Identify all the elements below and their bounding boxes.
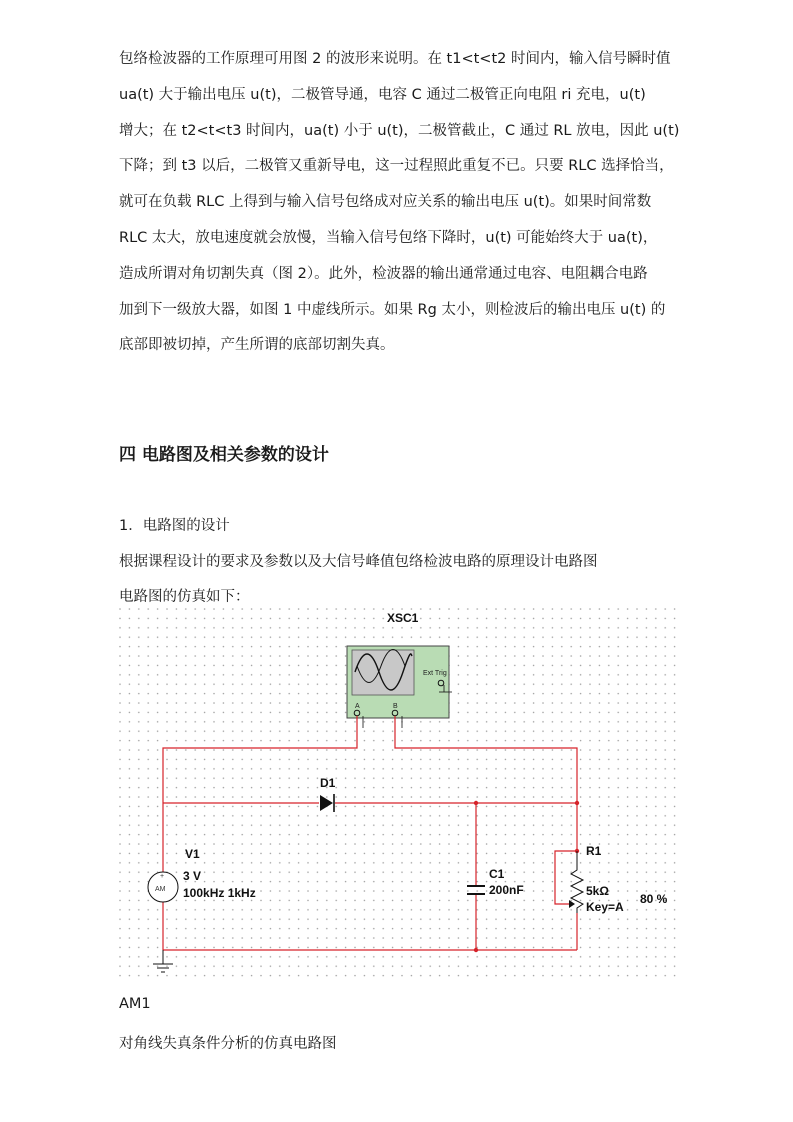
- junction-dot: [575, 801, 579, 805]
- design-text: 根据课程设计的要求及参数以及大信号峰值包络检波电路的原理设计电路图: [119, 554, 598, 570]
- intro-paragraph: [119, 42, 679, 364]
- intro-line: 造成所谓对角切割失真（图 2）。此外，检波器的输出通常通过电容、电阻耦合电路: [119, 265, 648, 282]
- source-label: V1: [185, 847, 200, 861]
- capacitor-value: 200nF: [489, 883, 524, 897]
- diode-label: D1: [320, 776, 336, 790]
- intro-line: 增大；在 t2<t<t3 时间内，ua(t) 小于 u(t)，二极管截止，C 通过 RL 放电，因此 u(t): [119, 122, 680, 139]
- bottom-caption: 对角线失真条件分析的仿真电路图: [119, 1036, 337, 1052]
- pot-label: R1: [586, 844, 602, 858]
- simulation-caption: 电路图的仿真如下：: [119, 589, 250, 605]
- oscilloscope-label: XSC1: [387, 611, 419, 625]
- intro-line: RLC 太大，放电速度就会放慢，当输入信号包络下降时，u(t) 可能始终大于 ua(t)，: [119, 229, 658, 246]
- ext-trig-label: Ext Trig: [423, 670, 447, 677]
- source-plus: +: [160, 873, 165, 880]
- intro-line: 包络检波器的工作原理可用图 2 的波形来说明。在 t1<t<t2 时间内，输入信号瞬时值: [119, 51, 671, 67]
- circuit-figure: [119, 608, 679, 982]
- intro-line: 下降；到 t3 以后，二极管又重新导电，这一过程照此重复不已。只要 RLC 选择恰当，: [119, 158, 674, 175]
- source-frequencies: 100kHz 1kHz: [183, 886, 256, 900]
- source-symbol: AM: [155, 886, 166, 893]
- oscilloscope-screen: [352, 650, 414, 695]
- junction-dot: [474, 948, 478, 952]
- pot-percent: 80 %: [640, 892, 668, 906]
- intro-line: ua(t) 大于输出电压 u(t)，二极管导通，电容 C 通过二极管正向电阻 ri 充电，u(t): [119, 86, 646, 103]
- capacitor-label: C1: [489, 867, 505, 881]
- subsection-title: 1．电路图的设计: [119, 518, 230, 534]
- junction-dot: [474, 801, 478, 805]
- pot-value: 5kΩ: [586, 884, 609, 898]
- section-heading: 四 电路图及相关参数的设计: [119, 445, 329, 465]
- intro-line: 底部即被切掉，产生所谓的底部切割失真。: [119, 337, 395, 354]
- source-amplitude: 3 V: [183, 869, 202, 883]
- intro-line: 加到下一级放大器，如图 1 中虚线所示。如果 Rg 太小，则检波后的输出电压 u(t) 的: [119, 301, 666, 318]
- intro-line: 就可在负载 RLC 上得到与输入信号包络成对应关系的输出电压 u(t)。如果时间常数: [119, 194, 652, 211]
- channel-a-label: A: [355, 703, 360, 710]
- figure-label: AM1: [119, 996, 151, 1012]
- channel-b-label: B: [393, 703, 398, 710]
- pot-key: Key=A: [586, 900, 624, 914]
